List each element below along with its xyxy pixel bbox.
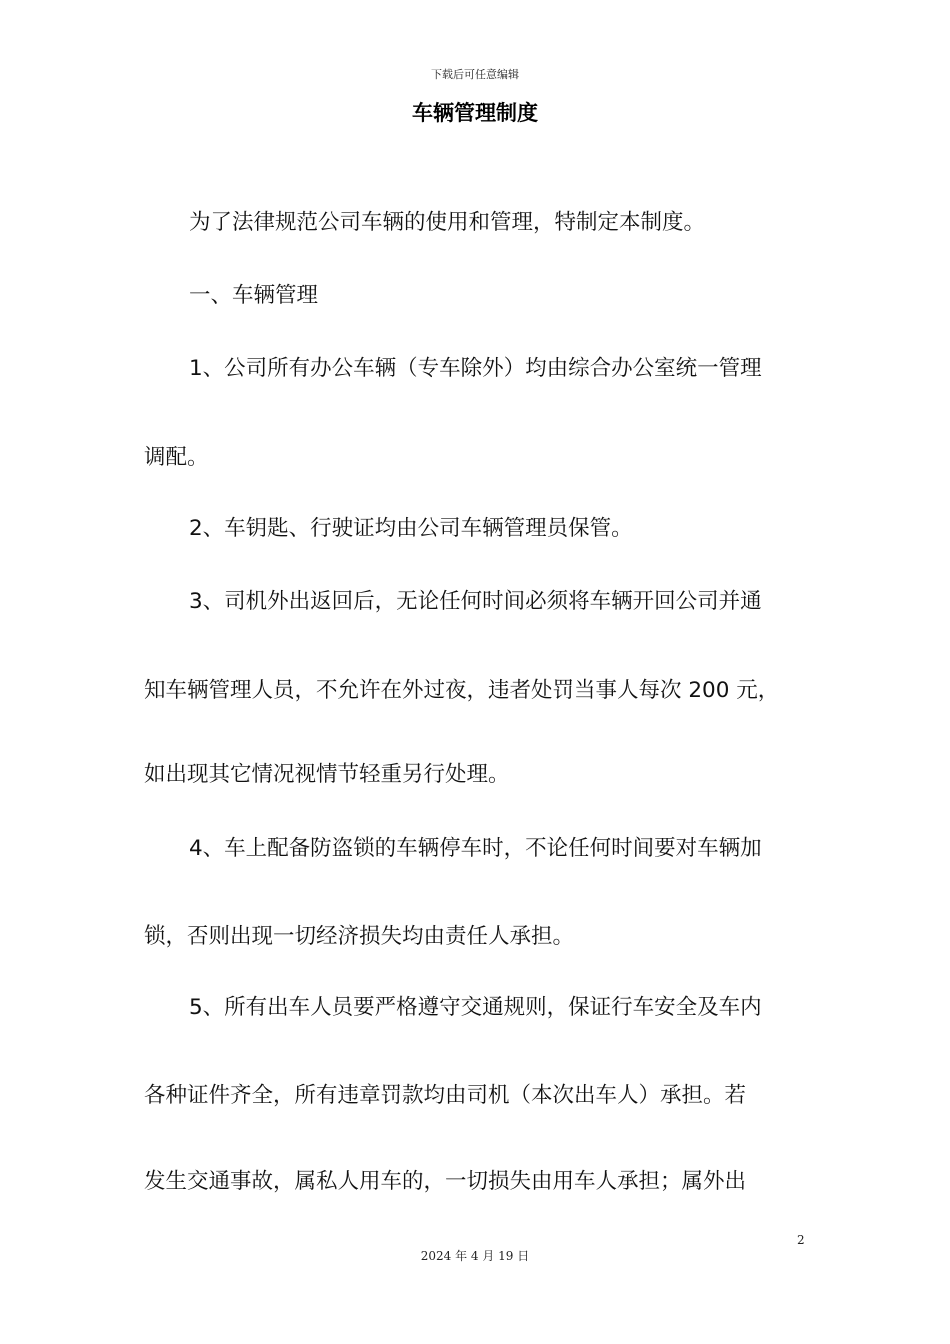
footer-date: 2024 年 4 月 19 日 [420,1249,530,1263]
body-line-item-3: 3、司机外出返回后，无论任何时间必须将车辆开回公司并通 [189,589,762,614]
body-line-item-1: 1、公司所有办公车辆（专车除外）均由综合办公室统一管理 [189,356,762,381]
body-line-intro: 为了法律规范公司车辆的使用和管理，特制定本制度。 [189,210,706,235]
body-line-item-5-cont-1: 各种证件齐全，所有违章罚款均由司机（本次出车人）承担。若 [144,1083,747,1108]
body-line-item-5-cont-2: 发生交通事故，属私人用车的，一切损失由用车人承担；属外出 [144,1169,747,1194]
page-number: 2 [797,1233,805,1247]
body-line-item-4-cont: 锁，否则出现一切经济损失均由责任人承担。 [144,924,575,949]
body-line-item-3-cont-1: 知车辆管理人员，不允许在外过夜，违者处罚当事人每次 200 元， [144,678,780,703]
body-line-item-1-cont: 调配。 [144,445,209,470]
body-line-item-2: 2、车钥匙、行驶证均由公司车辆管理员保管。 [189,516,633,541]
header-note: 下载后可任意编辑 [431,68,519,81]
body-line-item-4: 4、车上配备防盗锁的车辆停车时，不论任何时间要对车辆加 [189,836,762,861]
body-line-item-5: 5、所有出车人员要严格遵守交通规则，保证行车安全及车内 [189,995,762,1020]
section-heading-vehicle-management: 一、车辆管理 [189,283,319,308]
document-title: 车辆管理制度 [412,101,538,125]
body-line-item-3-cont-2: 如出现其它情况视情节轻重另行处理。 [144,762,510,787]
